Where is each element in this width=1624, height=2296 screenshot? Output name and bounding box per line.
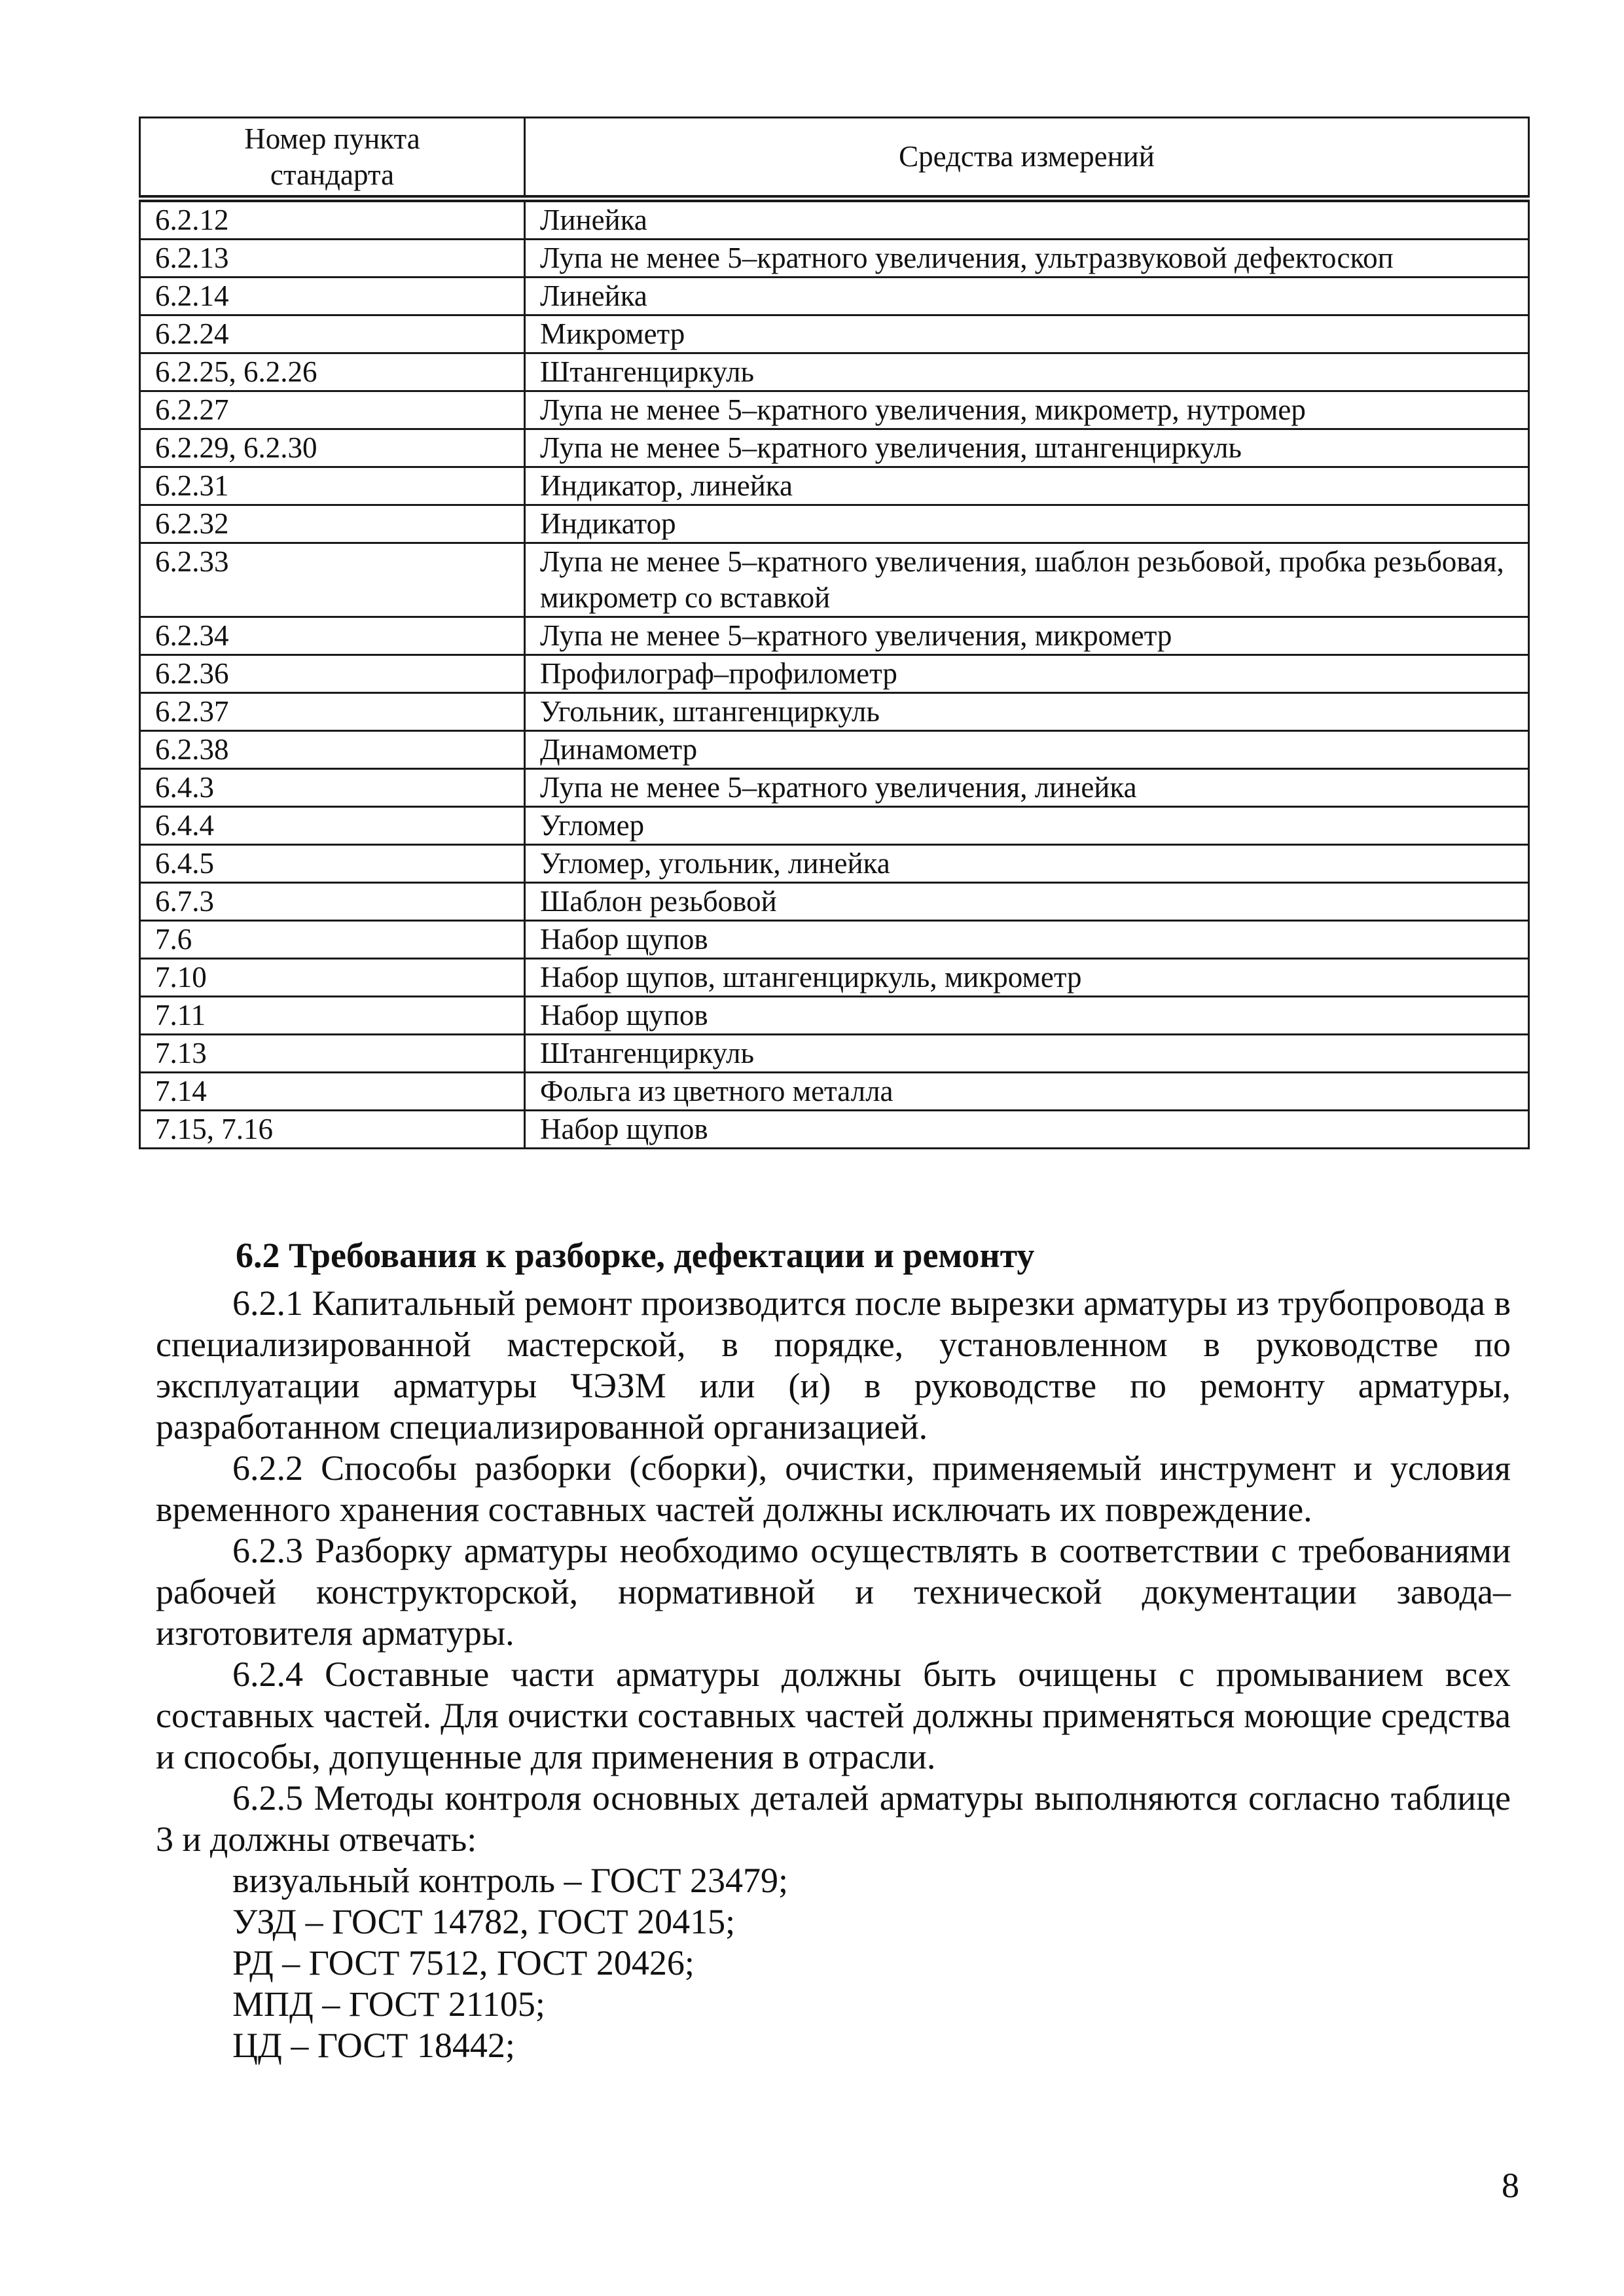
tools-cell: Фольга из цветного металла — [525, 1073, 1529, 1111]
clause-cell: 7.13 — [140, 1035, 525, 1073]
table-row — [140, 883, 1529, 921]
tools-cell: Угольник, штангенциркуль — [525, 693, 1529, 731]
table-row — [140, 731, 1529, 769]
clause-cell: 6.2.13 — [140, 240, 525, 278]
tools-cell: Индикатор — [525, 505, 1529, 543]
table-row — [140, 278, 1529, 315]
clause-cell: 6.2.36 — [140, 655, 525, 693]
clause-cell: 7.6 — [140, 921, 525, 959]
tools-cell: Лупа не менее 5–кратного увеличения, микрометр — [525, 617, 1529, 655]
page-number: 8 — [1502, 2166, 1519, 2205]
paragraph-6-2-2: 6.2.2 Способы разборки (сборки), очистки, применяемый инструмент и условия временного хранения составных частей должны исключать их повреждение. — [156, 1448, 1511, 1529]
table-row — [140, 1035, 1529, 1073]
table-row — [140, 959, 1529, 997]
tools-cell: Лупа не менее 5–кратного увеличения, ультразвуковой дефектоскоп — [525, 240, 1529, 278]
list-item: РД – ГОСТ 7512, ГОСТ 20426; — [232, 1943, 695, 1982]
paragraph-6-2-5: 6.2.5 Методы контроля основных деталей арматуры выполняются согласно таблице 3 и должны отвечать: — [156, 1778, 1511, 1859]
clause-cell: 6.2.25, 6.2.26 — [140, 353, 525, 391]
table-row — [140, 1111, 1529, 1149]
clause-cell: 6.2.12 — [140, 199, 525, 240]
tools-cell: Набор щупов — [525, 1111, 1529, 1149]
table-row — [140, 467, 1529, 505]
paragraph-6-2-3: 6.2.3 Разборку арматуры необходимо осуществлять в соответствии с требованиями рабочей конструкторской, нормативной и технической документации завода–изготовителя арматуры. — [156, 1531, 1511, 1653]
list-item: визуальный контроль – ГОСТ 23479; — [232, 1861, 789, 1900]
header-clause-number: Номер пункта стандарта — [140, 118, 525, 199]
clause-cell: 6.2.33 — [140, 543, 525, 617]
tools-cell: Микрометр — [525, 315, 1529, 353]
table-row — [140, 693, 1529, 731]
clause-cell: 6.4.3 — [140, 769, 525, 807]
list-item: ЦД – ГОСТ 18442; — [232, 2026, 515, 2065]
tools-cell: Линейка — [525, 199, 1529, 240]
table-row — [140, 997, 1529, 1035]
clause-cell: 6.7.3 — [140, 883, 525, 921]
clause-cell: 6.2.24 — [140, 315, 525, 353]
tools-cell: Профилограф–профилометр — [525, 655, 1529, 693]
clause-cell: 7.15, 7.16 — [140, 1111, 525, 1149]
tools-cell: Набор щупов — [525, 921, 1529, 959]
tools-cell: Угломер, угольник, линейка — [525, 845, 1529, 883]
clause-cell: 6.2.14 — [140, 278, 525, 315]
tools-cell: Штангенциркуль — [525, 353, 1529, 391]
table-row — [140, 429, 1529, 467]
clause-cell: 6.2.34 — [140, 617, 525, 655]
clause-cell: 6.2.31 — [140, 467, 525, 505]
section-body — [156, 1283, 1511, 2066]
clause-cell: 7.11 — [140, 997, 525, 1035]
list-item: УЗД – ГОСТ 14782, ГОСТ 20415; — [232, 1902, 736, 1941]
table-row — [140, 315, 1529, 353]
tools-cell: Набор щупов, штангенциркуль, микрометр — [525, 959, 1529, 997]
table-row — [140, 199, 1529, 240]
clause-cell: 6.2.27 — [140, 391, 525, 429]
list-item: МПД – ГОСТ 21105; — [232, 1984, 545, 2024]
table-row — [140, 807, 1529, 845]
table-row — [140, 1073, 1529, 1111]
tools-cell: Набор щупов — [525, 997, 1529, 1035]
clause-cell: 7.10 — [140, 959, 525, 997]
tools-cell: Лупа не менее 5–кратного увеличения, линейка — [525, 769, 1529, 807]
table-header-row — [140, 118, 1529, 199]
table-row — [140, 240, 1529, 278]
clause-cell: 6.2.29, 6.2.30 — [140, 429, 525, 467]
tools-cell: Штангенциркуль — [525, 1035, 1529, 1073]
paragraph-6-2-1: 6.2.1 Капитальный ремонт производится после вырезки арматуры из трубопровода в специализированной мастерской, в порядке, установленном в руководстве по эксплуатации арматуры ЧЭЗМ или (и) в руководстве по ремонту арматуры, разработанном специализированной организацией. — [156, 1283, 1511, 1446]
paragraph-6-2-4: 6.2.4 Составные части арматуры должны быть очищены с промыванием всех составных частей. Для очистки составных частей должны применяться моющие средства и способы, допущенные для применения в отрасли. — [156, 1655, 1511, 1776]
table-row — [140, 353, 1529, 391]
clause-cell: 6.2.38 — [140, 731, 525, 769]
tools-cell: Лупа не менее 5–кратного увеличения, микрометр, нутромер — [525, 391, 1529, 429]
tools-cell: Динамометр — [525, 731, 1529, 769]
table-row — [140, 617, 1529, 655]
section-heading: 6.2 Требования к разборке, дефектации и ремонту — [236, 1236, 1035, 1275]
tools-cell: Индикатор, линейка — [525, 467, 1529, 505]
table-row — [140, 543, 1529, 617]
clause-cell: 6.4.5 — [140, 845, 525, 883]
table-row — [140, 655, 1529, 693]
tools-cell: Шаблон резьбовой — [525, 883, 1529, 921]
table-row — [140, 769, 1529, 807]
clause-cell: 7.14 — [140, 1073, 525, 1111]
table-row — [140, 845, 1529, 883]
table-row — [140, 921, 1529, 959]
tools-cell: Линейка — [525, 278, 1529, 315]
clause-cell: 6.4.4 — [140, 807, 525, 845]
tools-cell: Лупа не менее 5–кратного увеличения, шаблон резьбовой, пробка резьбовая, микрометр со вставкой — [525, 543, 1529, 617]
table-row — [140, 505, 1529, 543]
table-row — [140, 391, 1529, 429]
tools-cell: Лупа не менее 5–кратного увеличения, штангенциркуль — [525, 429, 1529, 467]
measuring-tools-table — [139, 117, 1530, 1149]
header-measuring-tools: Средства измерений — [525, 118, 1529, 199]
clause-cell: 6.2.32 — [140, 505, 525, 543]
tools-cell: Угломер — [525, 807, 1529, 845]
clause-cell: 6.2.37 — [140, 693, 525, 731]
